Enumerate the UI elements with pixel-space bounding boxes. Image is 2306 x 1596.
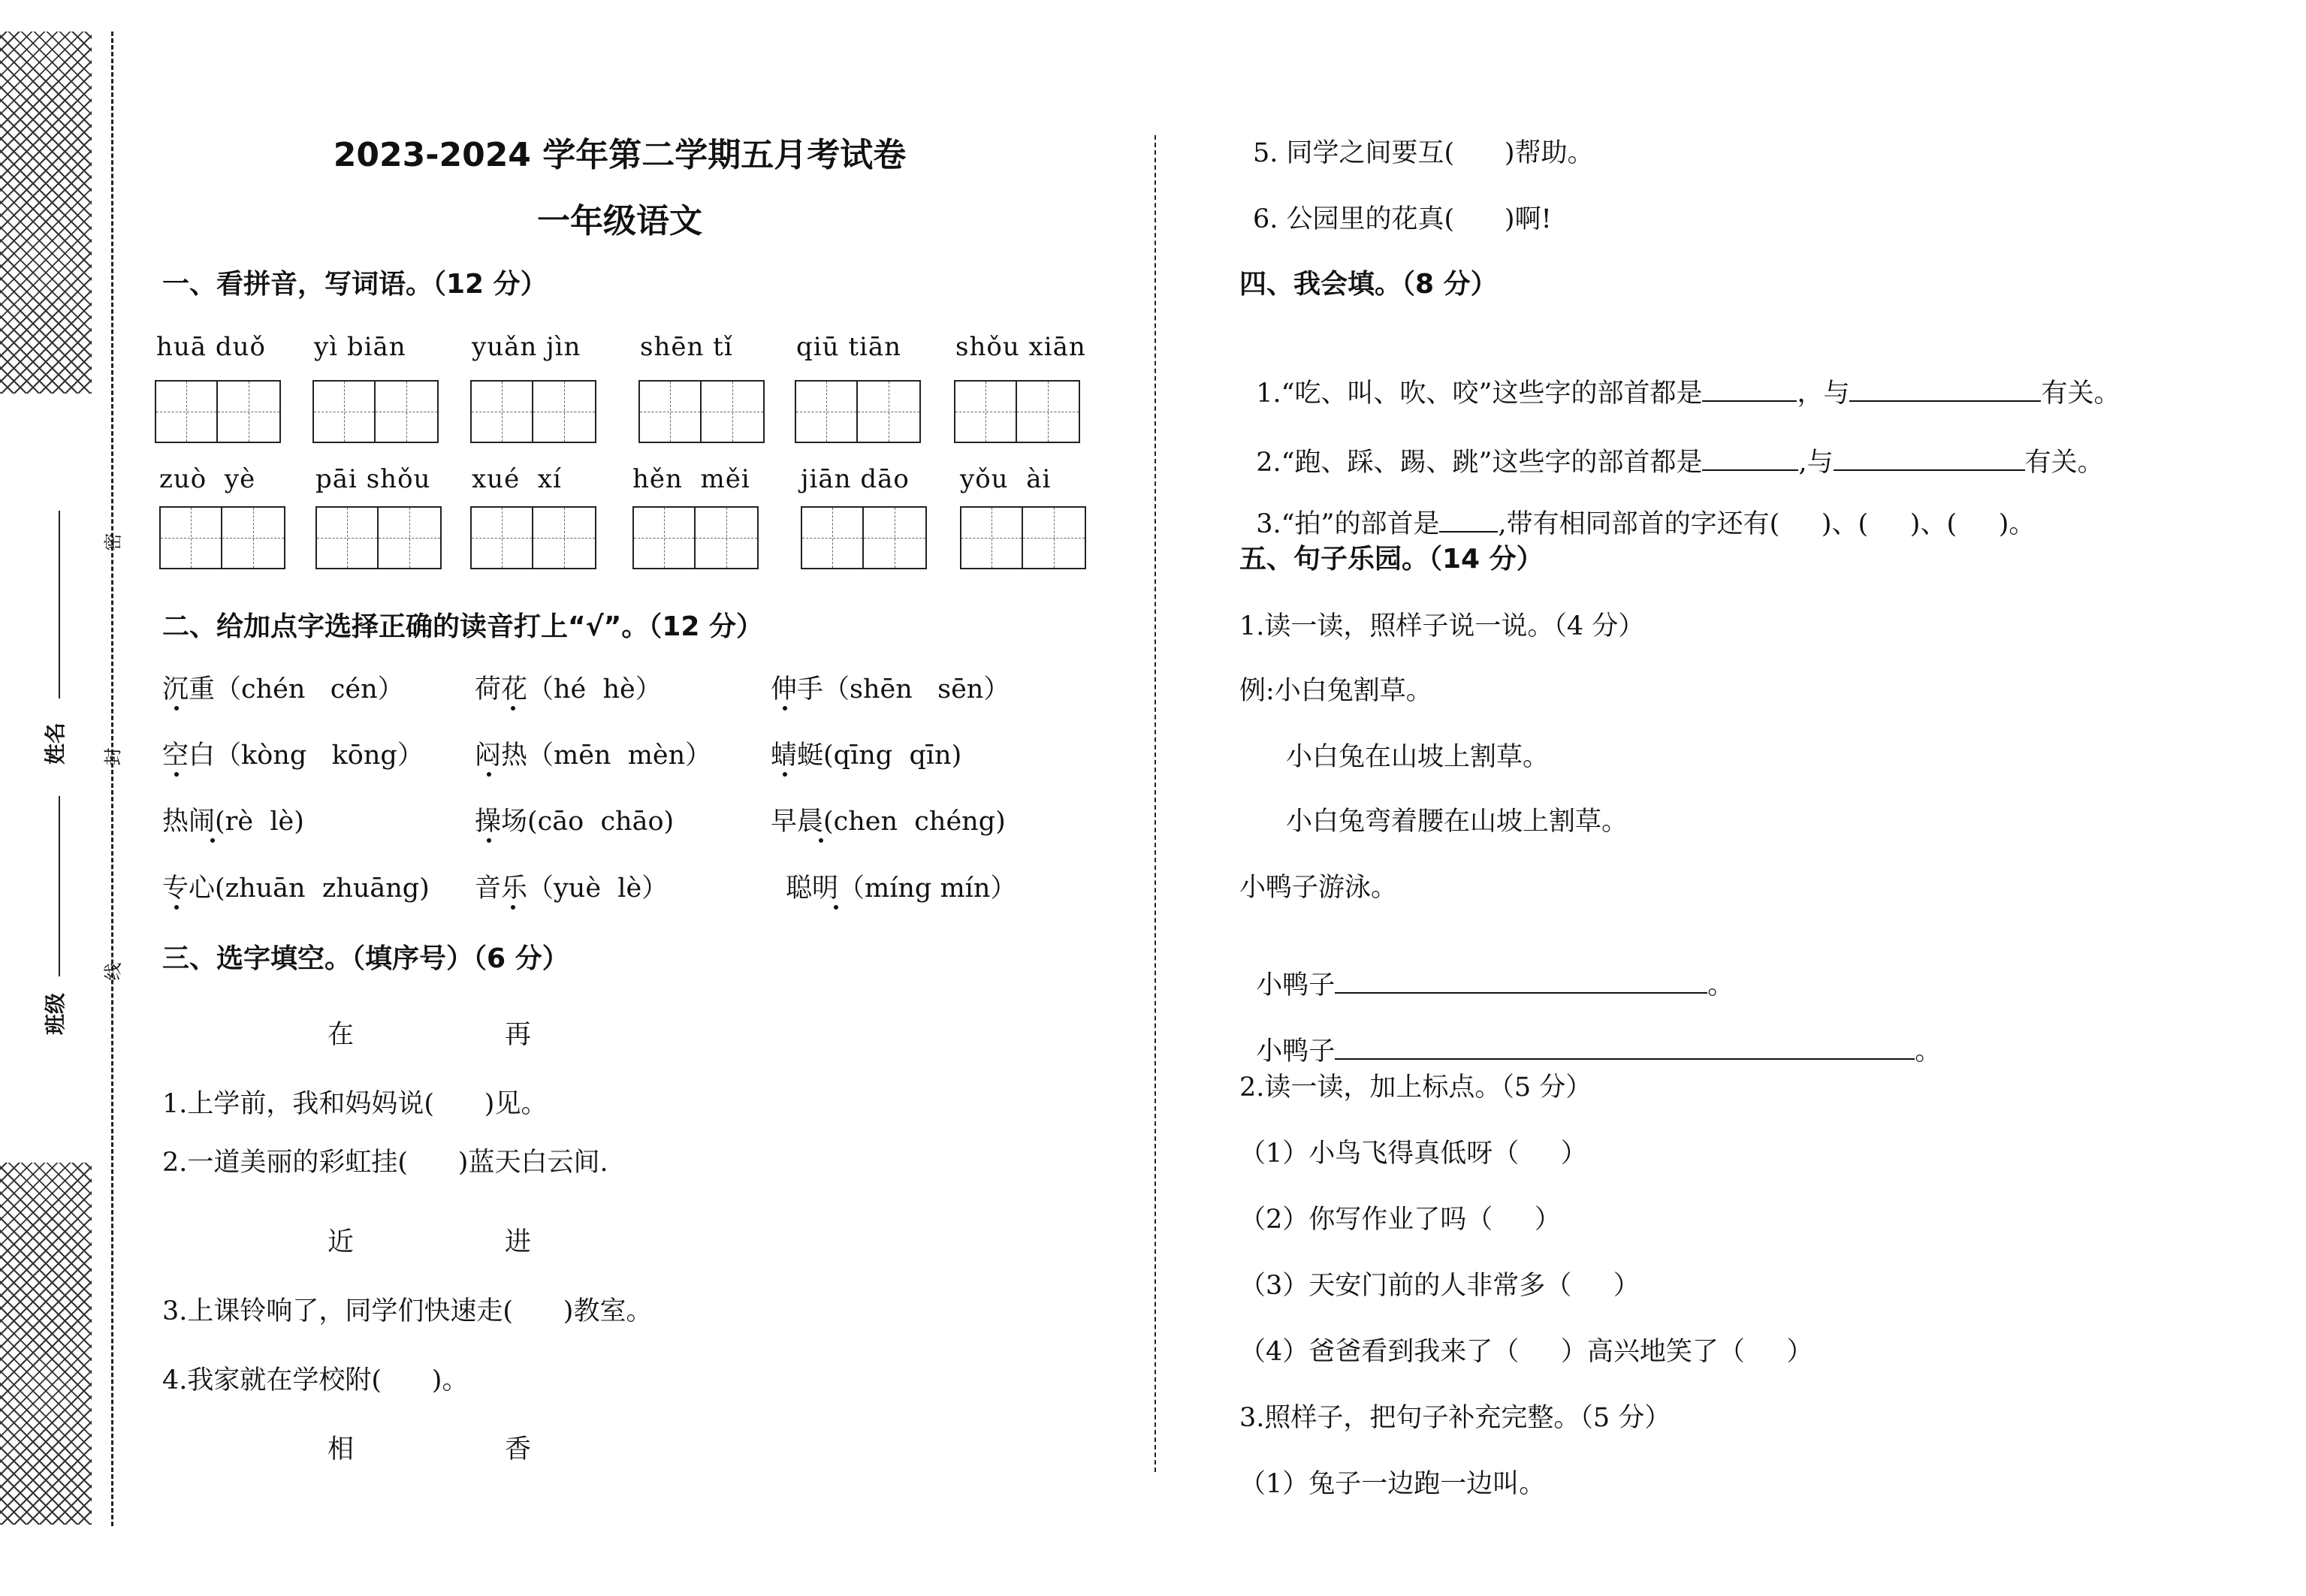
s5-duck-sentence: 小鸭子游泳。	[1239, 873, 1398, 903]
answer-blank[interactable]	[1702, 447, 1798, 471]
pinyin-label: xué xí	[472, 464, 562, 494]
binding-hatch-top	[0, 32, 92, 394]
s4-q2-text: 2.“跑、踩、踢、跳”这些字的部首都是	[1256, 448, 1703, 478]
s4-q2-mid: ,与	[1798, 448, 1834, 478]
pinyin-label: yì biān	[314, 332, 406, 362]
section-1-heading: 一、看拼音，写词语。（12 分）	[162, 269, 548, 300]
s4-q1-text: 1.“吃、叫、吹、咬”这些字的部首都是	[1256, 379, 1703, 409]
s5-example-2: 小白兔弯着腰在山坡上割草。	[1286, 807, 1628, 837]
s3-choice-a3: 相	[327, 1435, 355, 1465]
seal-char-2: 封	[102, 747, 124, 766]
binding-dashed-line	[111, 32, 113, 1526]
s3-choice-a2: 近	[327, 1227, 355, 1257]
section-3-heading: 三、选字填空。（填序号）（6 分）	[162, 943, 569, 974]
s3-choice-a1: 在	[327, 1020, 355, 1050]
answer-blank[interactable]	[1335, 970, 1707, 994]
writing-grid[interactable]	[954, 380, 1080, 443]
emphasis-dot	[174, 772, 179, 777]
s2-item-3: 伸手（shēn sēn）	[771, 674, 1010, 704]
s5-punct-4: （4）爸爸看到我来了（ ）高兴地笑了（ ）	[1239, 1337, 1813, 1367]
s5-sub-2: 2.读一读，加上标点。（5 分）	[1239, 1073, 1592, 1103]
tian-grid-cell[interactable]	[1017, 380, 1080, 443]
writing-grid[interactable]	[638, 380, 765, 443]
s5-duck-answer-2	[1239, 1000, 1941, 1068]
writing-grid[interactable]	[159, 506, 285, 569]
tian-grid-cell[interactable]	[960, 506, 1023, 569]
exam-title: 2023-2024 学年第二学期五月考试卷	[333, 136, 907, 174]
tian-grid-cell[interactable]	[954, 380, 1017, 443]
s5-example-label: 例:小白兔割草。	[1239, 676, 1432, 706]
pinyin-label: shēn tǐ	[640, 332, 733, 362]
emphasis-dot	[511, 706, 515, 711]
writing-grid[interactable]	[960, 506, 1086, 569]
pinyin-label: pāi shǒu	[315, 464, 431, 494]
s4-question-2	[1239, 412, 2104, 479]
emphasis-dot	[834, 905, 838, 910]
answer-blank[interactable]	[1834, 447, 2025, 471]
s5-sentence-1: （1）兔子一边跑一边叫。	[1239, 1469, 1546, 1499]
s2-item-11: 音乐（yuè lè）	[475, 873, 669, 904]
s3-question-6: 6. 公园里的花真( )啊!	[1253, 204, 1552, 234]
s2-item-8: 操场(cāo chāo)	[475, 807, 675, 837]
emphasis-dot	[210, 838, 215, 843]
s2-item-12: 聪明（míng mín）	[786, 873, 1017, 904]
tian-grid-cell[interactable]	[159, 506, 222, 569]
tian-grid-cell[interactable]	[533, 506, 596, 569]
s5-duck-prefix-2: 小鸭子	[1256, 1036, 1336, 1067]
s5-example-1: 小白兔在山坡上割草。	[1286, 742, 1550, 772]
class-label: 班级	[43, 992, 68, 1036]
pinyin-label: qiū tiān	[796, 332, 902, 362]
tian-grid-cell[interactable]	[533, 380, 596, 443]
s3-choice-b2: 进	[505, 1227, 532, 1257]
section-2-heading: 二、给加点字选择正确的读音打上“√”。（12 分）	[162, 611, 763, 642]
emphasis-dot	[783, 706, 787, 711]
tian-grid-cell[interactable]	[315, 506, 379, 569]
tian-grid-cell[interactable]	[376, 380, 439, 443]
s2-item-10: 专心(zhuān zhuāng)	[162, 873, 430, 904]
s5-punct-2: （2）你写作业了吗（ ）	[1239, 1205, 1561, 1235]
writing-grid[interactable]	[315, 506, 442, 569]
tian-grid-cell[interactable]	[795, 380, 858, 443]
s3-question-1: 1.上学前，我和妈妈说( )见。	[162, 1089, 548, 1119]
writing-grid[interactable]	[312, 380, 439, 443]
binding-hatch-bottom	[0, 1163, 92, 1525]
name-blank-line-2	[59, 796, 60, 976]
tian-grid-cell[interactable]	[379, 506, 442, 569]
writing-grid[interactable]	[470, 506, 596, 569]
exam-subtitle: 一年级语文	[537, 202, 702, 240]
pinyin-label: yuǎn jìn	[472, 332, 581, 362]
s3-choice-b1: 再	[505, 1020, 532, 1050]
tian-grid-cell[interactable]	[1023, 506, 1086, 569]
column-divider	[1155, 135, 1156, 1472]
s4-q3-end: ,带有相同部首的字还有( )、( )、( )。	[1498, 509, 2036, 539]
s5-punct-1: （1）小鸟飞得真低呀（ ）	[1239, 1139, 1587, 1169]
tian-grid-cell[interactable]	[696, 506, 759, 569]
tian-grid-cell[interactable]	[312, 380, 376, 443]
seal-char-3: 线	[102, 962, 124, 981]
s4-q1-end: 有关。	[2041, 379, 2120, 409]
period: 。	[1915, 1036, 1942, 1067]
pinyin-label: yǒu ài	[960, 464, 1052, 494]
seal-char-1: 密	[102, 533, 124, 551]
tian-grid-cell[interactable]	[222, 506, 285, 569]
tian-grid-cell[interactable]	[638, 380, 702, 443]
s2-item-4: 空白（kòng kōng）	[162, 741, 424, 771]
s4-q1-mid: ，与	[1797, 379, 1850, 409]
tian-grid-cell[interactable]	[155, 380, 218, 443]
s3-choice-b3: 香	[505, 1435, 532, 1465]
pinyin-label: huā duǒ	[156, 332, 267, 362]
s5-sub-3: 3.照样子，把句子补充完整。（5 分）	[1239, 1403, 1671, 1433]
tian-grid-cell[interactable]	[864, 506, 927, 569]
s2-item-1: 沉重（chén cén）	[162, 674, 404, 704]
emphasis-dot	[174, 905, 179, 910]
writing-grid[interactable]	[632, 506, 759, 569]
s2-item-9: 早晨(chen chéng)	[771, 807, 1006, 837]
s3-question-4: 4.我家就在学校附( )。	[162, 1365, 469, 1395]
tian-grid-cell[interactable]	[218, 380, 281, 443]
s5-duck-prefix-1: 小鸭子	[1256, 970, 1336, 1000]
s3-question-3: 3.上课铃响了，同学们快速走( )教室。	[162, 1296, 653, 1326]
emphasis-dot	[819, 838, 823, 843]
name-blank-line	[59, 511, 60, 698]
pinyin-label: zuò yè	[159, 464, 256, 494]
writing-grid[interactable]	[155, 380, 281, 443]
emphasis-dot	[487, 838, 491, 843]
s4-q2-end: 有关。	[2024, 448, 2104, 478]
s4-q3-text: 3.“拍”的部首是	[1256, 509, 1440, 539]
writing-grid[interactable]	[801, 506, 927, 569]
s4-question-1	[1239, 342, 2120, 410]
s3-question-2: 2.一道美丽的彩虹挂( )蓝天白云间.	[162, 1148, 608, 1178]
writing-grid[interactable]	[470, 380, 596, 443]
period: 。	[1707, 970, 1734, 1000]
s2-item-2: 荷花（hé hè）	[475, 674, 662, 704]
writing-grid[interactable]	[795, 380, 921, 443]
name-label: 姓名	[43, 722, 68, 765]
tian-grid-cell[interactable]	[632, 506, 696, 569]
tian-grid-cell[interactable]	[470, 506, 533, 569]
pinyin-label: shǒu xiān	[955, 332, 1086, 362]
s3-question-5: 5. 同学之间要互( )帮助。	[1253, 138, 1594, 168]
pinyin-label: jiān dāo	[801, 464, 910, 494]
emphasis-dot	[487, 772, 491, 777]
tian-grid-cell[interactable]	[858, 380, 921, 443]
tian-grid-cell[interactable]	[801, 506, 864, 569]
emphasis-dot	[174, 706, 179, 711]
section-5-heading: 五、句子乐园。（14 分）	[1239, 544, 1544, 575]
s2-item-6: 蜻蜓(qīng qīn)	[771, 741, 962, 771]
answer-blank[interactable]	[1702, 378, 1797, 402]
emphasis-dot	[511, 905, 515, 910]
answer-blank[interactable]	[1335, 1036, 1915, 1060]
s2-item-7: 热闹(rè lè)	[162, 807, 304, 837]
s5-duck-answer-1	[1239, 934, 1734, 1002]
tian-grid-cell[interactable]	[702, 380, 765, 443]
tian-grid-cell[interactable]	[470, 380, 533, 443]
s5-punct-3: （3）天安门前的人非常多（ ）	[1239, 1271, 1640, 1301]
answer-blank[interactable]	[1439, 508, 1498, 533]
pinyin-label: hěn měi	[632, 464, 750, 494]
s4-question-3	[1239, 473, 2035, 541]
answer-blank[interactable]	[1849, 378, 2041, 402]
emphasis-dot	[783, 772, 787, 777]
s5-sub-1: 1.读一读，照样子说一说。（4 分）	[1239, 611, 1645, 641]
section-4-heading: 四、我会填。（8 分）	[1239, 269, 1498, 300]
s2-item-5: 闷热（mēn mèn）	[475, 741, 712, 771]
